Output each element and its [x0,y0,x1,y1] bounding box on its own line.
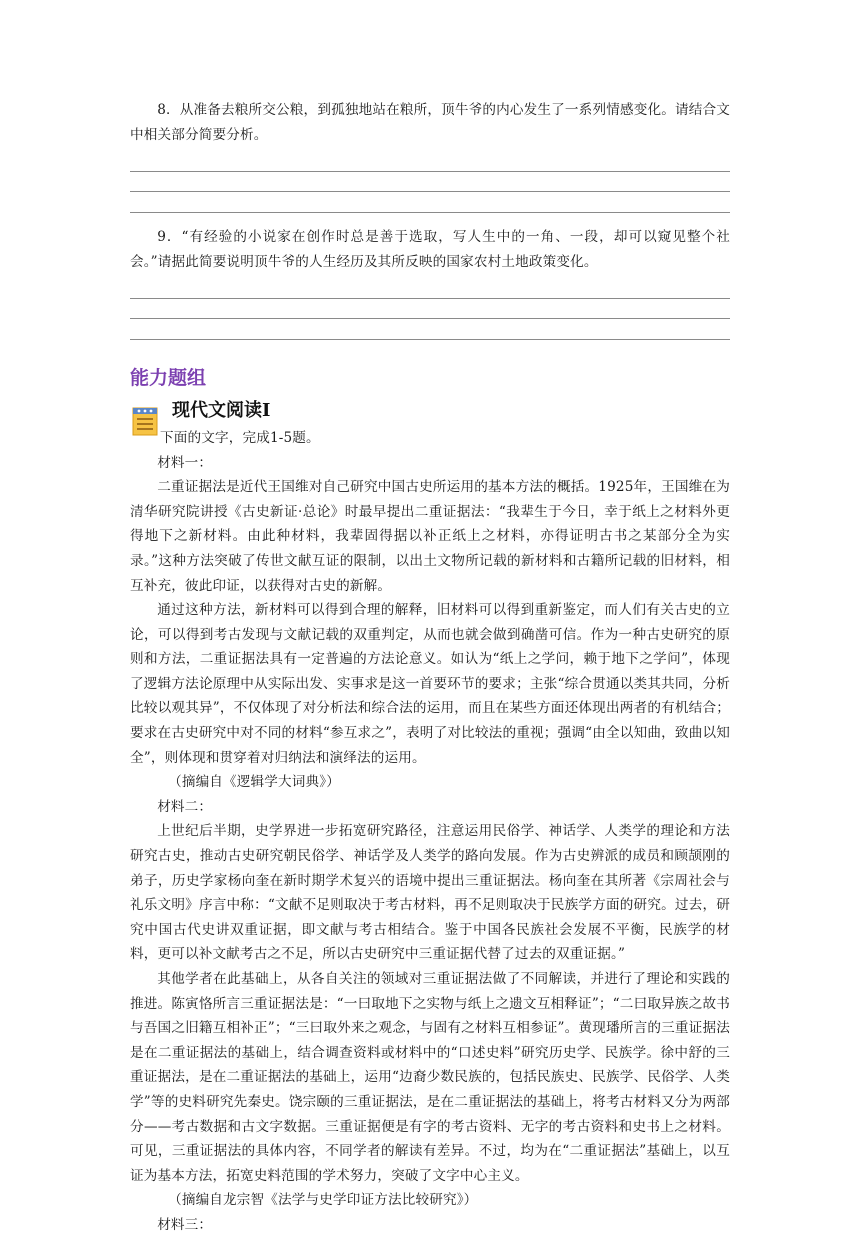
notebook-icon [130,406,160,436]
answer-line [130,192,730,213]
material-1-paragraph: 通过这种方法，新材料可以得到合理的解释，旧材料可以得到重新鉴定，而人们有关古史的立论，可以得到考古发现与文献记载的双重判定，从而也就会做到确凿可信。作为一种古史研究的原则和方法，二重证据法具有一定普遍的方法论意义。如认为“纸上之学问，赖于地下之学问”，体现了逻辑方法论原理中从实际出发、实事求是这一首要环节的要求；主张“综合贯通以类其共同，分析比较以观其异”，不仅体现了对分析法和综合法的运用，而且在某些方面还体现出两者的有机结合；要求在古史研究中对不同的材料“参互求之”，表明了对比较法的重视；强调“由全以知曲，致曲以知全”，则体现和贯穿着对归纳法和演绎法的运用。 [130,602,730,766]
material-1-source: （摘编自《逻辑学大词典》） [168,774,340,791]
question-9 [130,225,730,340]
subsection-title: 现代文阅读Ⅰ [172,399,271,421]
section-title: 能力题组 [130,366,207,389]
document-content [130,98,730,1238]
question-9-text: 9．“有经验的小说家在创作时总是善于选取，写人生中的一角、一段，却可以窥见整个社会。”请据此简要说明顶牛爷的人生经历及其所反映的国家农村土地政策变化。 [130,228,730,270]
material-1-paragraph: 二重证据法是近代王国维对自己研究中国古史所运用的基本方法的概括。1925年，王国维在为清华研究院讲授《古史新证·总论》时最早提出二重证据法：“我辈生于今日，幸于纸上之材料外更得地下之新材料。由此种材料，我辈固得据以补正纸上之材料，亦得证明古书之某部分全为实录。”这种方法突破了传世文献互证的限制，以出土文物所记载的新材料和古籍所记载的旧材料，相互补充，彼此印证，以获得对古史的新解。 [130,479,730,594]
subsection-header [130,396,730,426]
material-2-paragraph: 其他学者在此基础上，从各自关注的领域对三重证据法做了不同解读，并进行了理论和实践的推进。陈寅恪所言三重证据法是：“一曰取地下之实物与纸上之遗文互相释证”；“二曰取异族之故书与吾国之旧籍互相补正”；“三曰取外来之观念，与固有之材料互相参证”。黄现璠所言的三重证据法是在二重证据法的基础上，结合调查资料或材料中的“口述史料”研究历史学、民族学。徐中舒的三重证据法，是在二重证据法的基础上，运用“边裔少数民族的，包括民族史、民族学、民俗学、人类学”等的史料研究先秦史。饶宗颐的三重证据法，是在二重证据法的基础上，将考古材料又分为两部分——考古数据和古文字数据。三重证据便是有字的考古资料、无字的考古资料和史书上之材料。可见，三重证据法的具体内容，不同学者的解读有差异。不过，均为在“二重证据法”基础上，以互证为基本方法，拓宽史料范围的学术努力，突破了文字中心主义。 [130,971,730,1184]
answer-line [130,172,730,193]
answer-line [130,319,730,340]
question-8-text: 8．从准备去粮所交公粮，到孤独地站在粮所，顶牛爷的内心发生了一系列情感变化。请结合文中相关部分简要分析。 [130,102,730,143]
material-1-label: 材料一： [157,454,213,471]
answer-line [130,299,730,320]
material-3-label: 材料三： [157,1216,213,1233]
answer-line [130,151,730,172]
answer-line [130,278,730,299]
material-2-source: （摘编自龙宗智《法学与史学印证方法比较研究》） [168,1192,478,1209]
question-9-answer-lines [130,278,730,340]
instruction-text: 下面的文字，完成1-5题。 [160,429,320,446]
material-2-label: 材料二： [157,798,213,815]
question-8-answer-lines [130,151,730,213]
question-8 [130,98,730,213]
material-2-paragraph: 上世纪后半期，史学界进一步拓宽研究路径，注意运用民俗学、神话学、人类学的理论和方法研究古史，推动古史研究朝民俗学、神话学及人类学的路向发展。作为古史辨派的成员和顾颉刚的弟子，历史学家杨向奎在新时期学术复兴的语境中提出三重证据法。杨向奎在其所著《宗周社会与礼乐文明》序言中称：“文献不足则取决于考古材料，再不足则取决于民族学方面的研究。过去，研究中国古代史讲双重证据，即文献与考古相结合。鉴于中国各民族社会发展不平衡，民族学的材料，更可以补文献考古之不足，所以古史研究中三重证据代替了过去的双重证据。” [130,823,730,963]
